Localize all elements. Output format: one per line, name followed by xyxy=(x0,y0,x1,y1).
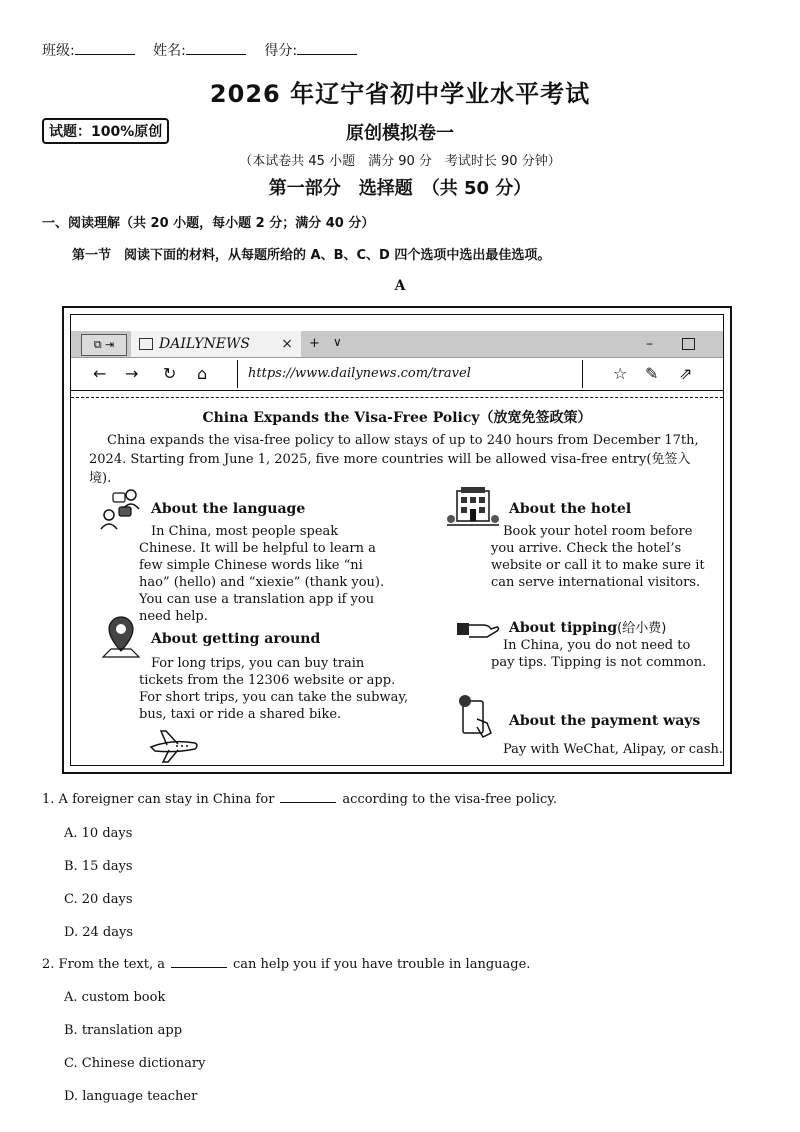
option-2d[interactable]: D. language teacher xyxy=(64,1089,198,1104)
tipping-body: In China, you do not need to pay tips. Tipping is not common. xyxy=(491,638,707,670)
favorite-icon[interactable]: ☆ xyxy=(613,364,628,383)
hotel-body: Book your hotel room before you arrive. Check the hotel’s website or call it to make sure it can serve international visitors. xyxy=(491,524,705,590)
option-1b[interactable]: B. 15 days xyxy=(64,859,133,874)
dashed-divider xyxy=(71,397,723,398)
name-field: 姓名: xyxy=(153,40,246,60)
tab-dailynews[interactable] xyxy=(131,331,301,357)
navigation-bar xyxy=(71,358,723,391)
minimize-icon[interactable]: – xyxy=(646,336,653,352)
payment-heading: About the payment ways xyxy=(509,713,701,729)
question-1 xyxy=(42,792,557,807)
article-title: China Expands the Visa-Free Policy（放宽免签政策） xyxy=(202,410,592,426)
score-blank[interactable] xyxy=(297,42,357,55)
section-heading: 一、阅读理解（共 20 小题，每小题 2 分；满分 40 分） xyxy=(42,216,375,231)
option-1d[interactable]: D. 24 days xyxy=(64,925,133,940)
subsection-instruction: 第一节 阅读下面的材料，从每题所给的 A、B、C、D 四个选项中选出最佳选项。 xyxy=(72,248,551,263)
browser-illustration xyxy=(62,306,732,774)
new-tab-icon[interactable]: + xyxy=(309,336,320,351)
tab-actions-icon[interactable]: ⧉ ⇥ xyxy=(81,334,127,356)
class-blank[interactable] xyxy=(75,42,135,55)
question-stem-end: according to the visa-free policy. xyxy=(342,792,558,807)
student-info-line xyxy=(42,40,371,60)
maximize-icon[interactable] xyxy=(682,338,695,350)
language-body: In China, most people speak Chinese. It will be helpful to learn a few simple Chinese words like “ni hao” (hello) and “xiexie” (thank you). You can use a translation app if you need help. xyxy=(139,524,385,624)
option-2c[interactable]: C. Chinese dictionary xyxy=(64,1056,206,1071)
getting-around-heading: About getting around xyxy=(151,631,321,647)
original-badge: 试题：100%原创 xyxy=(42,118,169,144)
exam-subtitle: 原创模拟卷一 xyxy=(346,123,454,144)
hotel-heading: About the hotel xyxy=(509,501,632,517)
option-2a[interactable]: A. custom book xyxy=(64,990,166,1005)
airplane-icon xyxy=(147,725,199,765)
name-blank[interactable] xyxy=(186,42,246,55)
tab-title: DAILYNEWS xyxy=(159,336,250,352)
option-1a[interactable]: A. 10 days xyxy=(64,826,133,841)
close-icon[interactable]: × xyxy=(281,336,293,352)
class-field: 班级: xyxy=(42,40,135,60)
browser-window xyxy=(70,314,724,766)
question-stem-start: A foreigner can stay in China for xyxy=(58,792,275,807)
option-2b[interactable]: B. translation app xyxy=(64,1023,183,1038)
tipping-heading: About tipping(给小费) xyxy=(509,620,667,636)
part-heading: 第一部分 选择题 （共 50 分） xyxy=(268,178,532,199)
map-pin-icon xyxy=(101,615,141,659)
address-bar[interactable]: https://www.dailynews.com/travel xyxy=(237,360,583,388)
page-icon xyxy=(139,338,153,350)
article-intro: China expands the visa-free policy to allow stays of up to 240 hours from December 17th, 2024. Starting from June 1, 2025, five more countries will be allowed visa-free entry(免签入境). xyxy=(89,433,699,486)
chevron-down-icon[interactable]: ∨ xyxy=(333,335,342,349)
tipping-heading-cn: (给小费) xyxy=(617,621,667,636)
reload-icon[interactable]: ↻ xyxy=(163,364,177,383)
option-1c[interactable]: C. 20 days xyxy=(64,892,133,907)
question-number: 2. xyxy=(42,957,55,972)
answer-blank[interactable] xyxy=(171,957,227,968)
language-heading: About the language xyxy=(151,501,306,517)
share-icon[interactable]: ⇗ xyxy=(679,364,693,383)
payment-body: Pay with WeChat, Alipay, or cash. xyxy=(503,742,723,757)
mobile-payment-icon xyxy=(455,693,495,739)
score-field: 得分: xyxy=(264,40,357,60)
back-icon[interactable]: ← xyxy=(93,364,107,383)
question-stem-start: From the text, a xyxy=(58,957,165,972)
getting-around-body: For long trips, you can buy train tickets from the 12306 website or app. For short trips, you can take the subway, bus, taxi or ride a shared bike. xyxy=(139,656,409,722)
exam-title: 2026 年辽宁省初中学业水平考试 xyxy=(209,80,591,108)
tab-bar xyxy=(71,331,723,358)
exam-note: （本试卷共 45 小题 满分 90 分 考试时长 90 分钟） xyxy=(239,154,561,169)
answer-blank[interactable] xyxy=(280,792,336,803)
pen-icon[interactable]: ✎ xyxy=(645,364,659,383)
home-icon[interactable]: ⌂ xyxy=(197,364,208,383)
forward-icon[interactable]: → xyxy=(125,364,139,383)
question-2 xyxy=(42,957,530,972)
question-number: 1. xyxy=(42,792,55,807)
passage-letter: A xyxy=(394,278,406,294)
question-stem-end: can help you if you have trouble in language. xyxy=(232,957,531,972)
